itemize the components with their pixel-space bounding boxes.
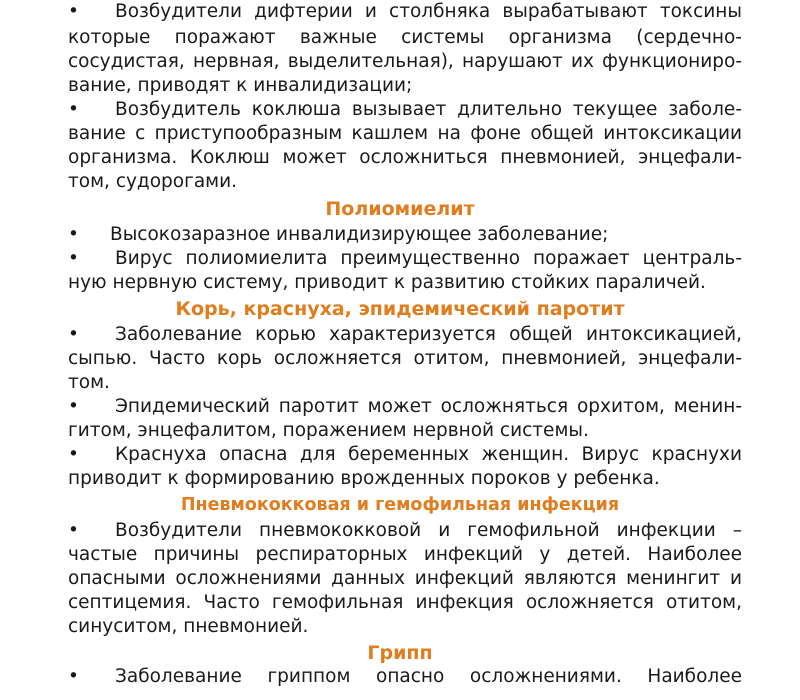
line-text: септицемия. Часто гемофильная инфекция осложняется отитом, xyxy=(68,592,742,613)
bullet-icon: • xyxy=(68,666,79,687)
bullet-icon: • xyxy=(68,224,79,245)
section-heading: Полиомиелит xyxy=(325,198,475,220)
bullet-icon: • xyxy=(68,248,79,269)
line-text: Заболевание гриппом опасно осложнениями. Наиболее xyxy=(115,666,742,687)
bullet-icon: • xyxy=(68,396,79,417)
line-text: Эпидемический паротит может осложняться орхитом, менин- xyxy=(115,396,742,417)
line-text: частые причины респираторных инфекций у детей. Наиболее xyxy=(68,544,742,565)
line-text: том. xyxy=(68,372,110,393)
line-text: вание, приводят к инвалидизации; xyxy=(68,75,413,96)
line-text: том, судорогами. xyxy=(68,171,238,192)
line-text: ную нервную систему, приводит к развитию стойких параличей. xyxy=(68,272,706,293)
line-text: сосудистая, нервная, выделительная), нарушают их функциониро- xyxy=(68,51,742,72)
line-text: сыпью. Часто корь осложняется отитом, пневмонией, энцефали- xyxy=(68,348,742,369)
bullet-icon: • xyxy=(68,324,79,345)
line-text: Заболевание корью характеризуется общей интоксикацией, xyxy=(115,324,742,345)
bullet-icon: • xyxy=(68,520,79,541)
line-text: Возбудители пневмококковой и гемофильной инфекции – xyxy=(115,520,742,541)
line-text: синуситом, пневмонией. xyxy=(68,616,309,637)
section-heading: Корь, краснуха, эпидемический паротит xyxy=(175,298,625,320)
bullet-icon: • xyxy=(68,444,79,465)
section-heading: Грипп xyxy=(367,642,433,664)
line-text: гитом, энцефалитом, поражением нервной системы. xyxy=(68,420,589,441)
bullet-icon: • xyxy=(68,99,79,120)
line-text: Вирус полиомиелита преимущественно поражает централь- xyxy=(115,248,742,269)
line-text: организма. Коклюш может осложниться пневмонией, энцефали- xyxy=(68,147,742,168)
line-text: опасными осложнениями данных инфекций являются менингит и xyxy=(68,568,742,589)
line-text: Возбудители дифтерии и столбняка вырабатывают токсины xyxy=(115,1,742,22)
line-text: Возбудитель коклюша вызывает длительно текущее заболе- xyxy=(115,99,742,120)
bullet-icon: • xyxy=(68,1,79,22)
line-text: приводит к формированию врожденных пороков у ребенка. xyxy=(68,468,660,489)
line-text: Краснуха опасна для беременных женщин. Вирус краснухи xyxy=(115,444,742,465)
line-text: вание с приступообразным кашлем на фоне общей интоксикации xyxy=(68,123,742,144)
section-heading: Пневмококковая и гемофильная инфекция xyxy=(180,495,620,515)
line-text: Высокозаразное инвалидизирующее заболевание; xyxy=(110,224,609,245)
line-text: которые поражают важные системы организма (сердечно- xyxy=(68,27,742,48)
